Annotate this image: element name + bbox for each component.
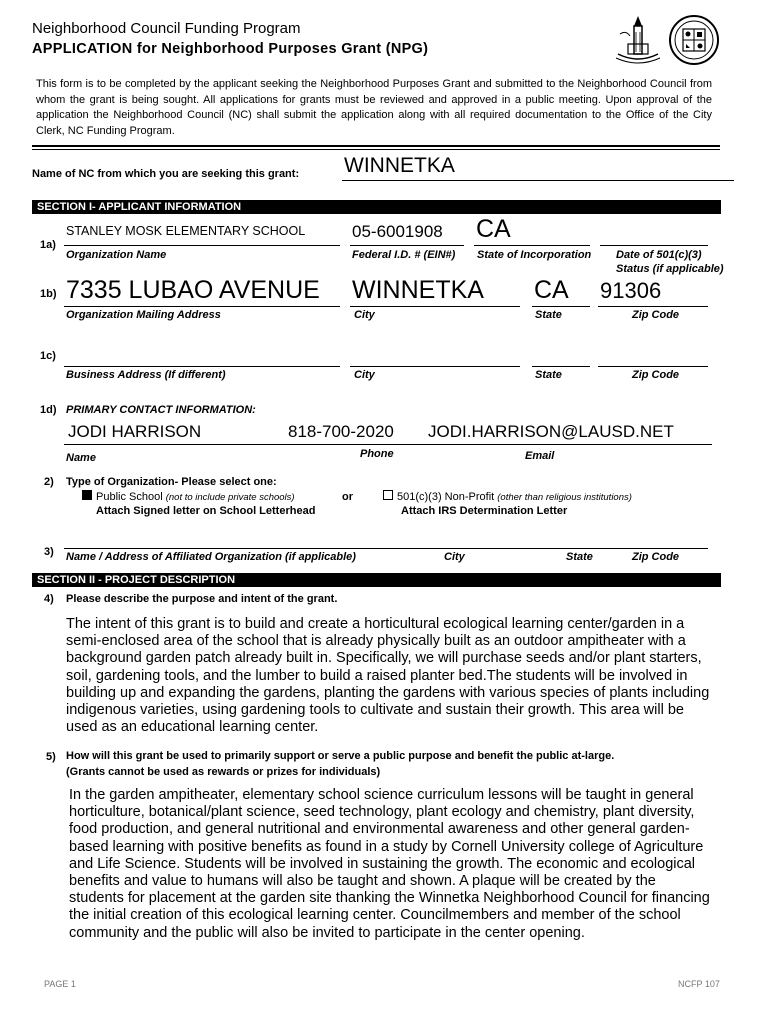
nc-name-field[interactable]: WINNETKA bbox=[344, 154, 455, 177]
ein-label: Federal I.D. # (EIN#) bbox=[352, 249, 456, 261]
row-3-number: 3) bbox=[44, 546, 54, 558]
contact-name-label: Name bbox=[66, 452, 96, 464]
mailing-address-field[interactable]: 7335 LUBAO AVENUE bbox=[66, 276, 320, 304]
or-text: or bbox=[342, 491, 353, 503]
underline bbox=[64, 245, 340, 246]
date-501c3-label-2: Status (if applicable) bbox=[616, 263, 724, 275]
q5-question: How will this grant be used to primarily support or serve a public purpose and benefit the public at-large. bbox=[66, 750, 615, 762]
state-field[interactable]: CA bbox=[534, 276, 569, 304]
contact-name-field[interactable]: JODI HARRISON bbox=[68, 422, 202, 441]
org-name-field[interactable]: STANLEY MOSK ELEMENTARY SCHOOL bbox=[66, 224, 306, 238]
nonprofit-note: (other than religious institutions) bbox=[497, 492, 632, 503]
business-zip-field[interactable] bbox=[598, 366, 708, 367]
business-zip-label: Zip Code bbox=[632, 369, 680, 381]
section-1-header: SECTION I- APPLICANT INFORMATION bbox=[32, 200, 721, 214]
city-hall-logo-icon bbox=[612, 14, 664, 66]
nonprofit-option[interactable]: 501(c)(3) Non-Profit bbox=[397, 491, 495, 503]
state-label: State bbox=[535, 309, 562, 321]
primary-contact-heading: PRIMARY CONTACT INFORMATION: bbox=[66, 404, 256, 416]
page-number: PAGE 1 bbox=[44, 979, 76, 989]
divider bbox=[32, 149, 720, 150]
intro-paragraph: This form is to be completed by the applicant seeking the Neighborhood Purposes Grant and submitted to the Neighborhood Council from whom the grant is being sought. All applications for grants must be reviewed and approved in a public meeting. Upon approval of the application the Neighborhood Council (NC) shall submit the application along with all required documentation to the Office of the City Clerk, NC Funding Program. bbox=[36, 78, 712, 137]
q4-number: 4) bbox=[44, 593, 54, 605]
nc-name-label: Name of NC from which you are seeking this grant: bbox=[32, 168, 300, 180]
state-inc-field[interactable]: CA bbox=[476, 215, 511, 243]
business-city-label: City bbox=[354, 369, 375, 381]
row-1b-number: 1b) bbox=[40, 288, 57, 300]
section-2-header: SECTION II - PROJECT DESCRIPTION bbox=[32, 573, 721, 587]
contact-phone-field[interactable]: 818-700-2020 bbox=[288, 422, 394, 441]
date-501c3-label: Date of 501(c)(3) bbox=[616, 249, 702, 261]
business-state-label: State bbox=[535, 369, 562, 381]
city-field[interactable]: WINNETKA bbox=[352, 276, 484, 304]
form-id: NCFP 107 bbox=[678, 979, 720, 989]
underline bbox=[600, 245, 708, 246]
underline bbox=[474, 245, 590, 246]
checked-checkbox-icon[interactable] bbox=[82, 490, 92, 500]
state-inc-label: State of Incorporation bbox=[477, 249, 592, 261]
org-name-label: Organization Name bbox=[66, 249, 167, 261]
affiliated-zip-label: Zip Code bbox=[632, 551, 680, 563]
q5-number: 5) bbox=[46, 751, 56, 763]
nonprofit-attach: Attach IRS Determination Letter bbox=[401, 505, 568, 517]
underline bbox=[350, 306, 520, 307]
affiliated-org-label: Name / Address of Affiliated Organization (if applicable) bbox=[66, 551, 356, 563]
program-name: Neighborhood Council Funding Program bbox=[32, 20, 301, 37]
business-address-label: Business Address (If different) bbox=[66, 369, 226, 381]
affiliated-state-label: State bbox=[566, 551, 593, 563]
contact-phone-label: Phone bbox=[360, 448, 394, 460]
zip-label: Zip Code bbox=[632, 309, 680, 321]
public-school-attach: Attach Signed letter on School Letterhead bbox=[96, 505, 316, 517]
business-address-field[interactable] bbox=[64, 366, 340, 367]
form-title: APPLICATION for Neighborhood Purposes Grant (NPG) bbox=[32, 41, 429, 57]
row-2-number: 2) bbox=[44, 476, 54, 488]
city-seal-icon bbox=[668, 14, 720, 66]
city-label: City bbox=[354, 309, 375, 321]
q4-answer[interactable]: The intent of this grant is to build and create a horticultural ecological learning center/garden in a semi-enclosed area of the school that is already physically built as an outdoor ampitheater with a background garden patch already built in. Specifically, we will purchase seeds and/or plant starters, soil, gardening tools, and the lumber to build a raised planter bed.The students will be involved in building up and expanding the gardens, planting the gardens with various species of plants including indigenous varieties, using gardening tools to cultivate and sustain their growth. This area will be used as an educational learning center. bbox=[66, 616, 710, 736]
row-1d-number: 1d) bbox=[40, 404, 57, 416]
public-school-note: (not to include private schools) bbox=[165, 492, 295, 503]
contact-email-label: Email bbox=[525, 450, 555, 462]
underline bbox=[64, 306, 340, 307]
business-state-field[interactable] bbox=[532, 366, 590, 367]
zip-field[interactable]: 91306 bbox=[600, 278, 662, 303]
affiliated-org-field[interactable] bbox=[64, 548, 708, 549]
underline bbox=[342, 180, 734, 181]
q4-question: Please describe the purpose and intent of the grant. bbox=[66, 593, 338, 605]
empty-checkbox-icon[interactable] bbox=[383, 490, 393, 500]
contact-email-field[interactable]: JODI.HARRISON@LAUSD.NET bbox=[428, 422, 674, 441]
underline bbox=[350, 245, 464, 246]
business-city-field[interactable] bbox=[350, 366, 520, 367]
affiliated-city-label: City bbox=[444, 551, 465, 563]
q5-answer[interactable]: In the garden ampitheater, elementary school science curriculum lessons will be taught in general horticulture, botanical/plant science, seed technology, plant ecology and chemistry, plant diversity, food production, and general nutritional and environmental awareness and other general garden-based learning with positive benefits as found in a study by Cornell University college of Agriculture and Life Science. Students will be involved in sustaining the growth. The economic and ecological benefits and value to humans will also be taught and shown. A plaque will be created by the students for placement at the garden site thanking the Winnetka Neighborhood Council for financing the initial creation of this ecological learning center. Councilmembers and member of the school community and the public will also be invited to participate in the center opening. bbox=[69, 787, 710, 941]
org-type-heading: Type of Organization- Please select one: bbox=[66, 476, 277, 488]
ein-field[interactable]: 05-6001908 bbox=[352, 222, 443, 241]
divider bbox=[32, 145, 720, 147]
underline bbox=[598, 306, 708, 307]
q5-note: (Grants cannot be used as rewards or prizes for individuals) bbox=[66, 766, 381, 778]
underline bbox=[64, 444, 712, 445]
underline bbox=[532, 306, 590, 307]
row-1c-number: 1c) bbox=[40, 350, 56, 362]
row-1a-number: 1a) bbox=[40, 239, 56, 251]
mailing-address-label: Organization Mailing Address bbox=[66, 309, 221, 321]
public-school-option[interactable]: Public School bbox=[96, 491, 163, 503]
